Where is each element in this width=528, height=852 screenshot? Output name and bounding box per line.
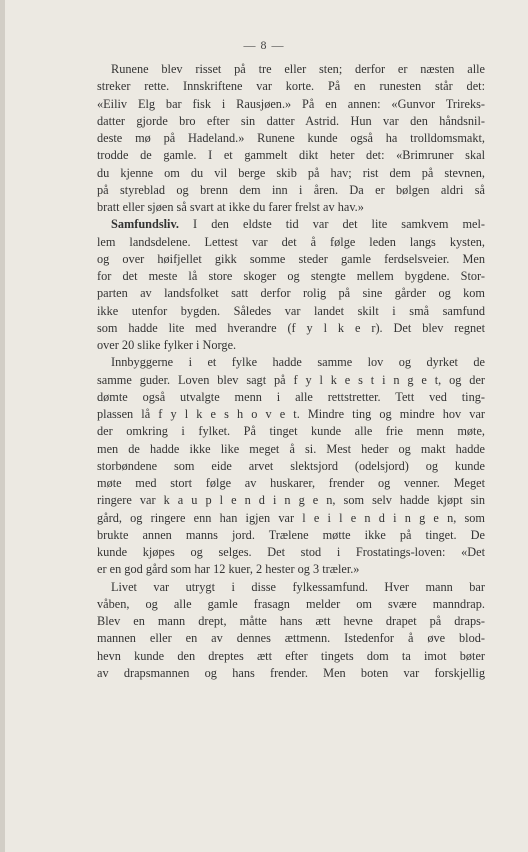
text-line: lem landsdelene. Lettest var det å følge leden langs kysten, [97,234,485,249]
text-line: datter gjorde bro efter sin datter Astrid. Hun var den håndsnil- [97,113,485,128]
heading-line-text: I den eldste tid var det lite samkvem mel- [179,217,485,232]
text-line: på styreblad og brenn dem inn i åren. Da er bølgen aldri så [97,182,485,197]
text-line: «Eiliv Elg bar fisk i Rausjøen.» På en annen: «Gunvor Trireks- [97,96,485,111]
page-number: — 8 — [243,38,285,52]
text-line: kunde kjøpes og selges. Det stod i Frostatings-loven: «Det [97,545,485,559]
text-line: mannen eller en av dennes ættmenn. Istedenfor å øve blod- [97,631,485,646]
text-line: Innbyggerne i et fylke hadde samme lov og dyrket de [111,355,485,370]
text-line: hevn kunde den dreptes ætt efter tingets dom ta imot bøter [97,648,485,663]
text-line: er en god gård som har 12 kuer, 2 hester og 3 træler.» [97,562,360,577]
text-line: men de hadde ikke like meget å si. Mest heder og makt hadde [97,441,485,456]
section-heading: Samfundsliv. [111,217,180,232]
text-line: streker rette. Innskriftene var korte. På en runesten står det: [97,79,485,94]
text-line: bratt eller sjøen så svart at ikke du farer frelst av hav.» [97,200,364,214]
text-line: av drapsmannen og hans frender. Men boten var forskjellig [97,665,485,680]
text-line: storbøndene som eide arvet slektsjord (odelsjord) og kunde [97,458,485,473]
text-line: for det meste lå store skoger og stengte mellem bygdene. Stor- [97,269,485,283]
text-line: du kjenne om du vil berge skib på hav; rist dem på stevnen, [97,165,485,180]
text-line: dømte også utvalgte menn i alle rettstretter. Tett ved ting- [97,389,485,404]
page-edge-shadow [0,0,5,852]
body-text [97,61,485,682]
paragraph-samfundsliv [97,216,485,354]
text-line: Runene blev risset på tre eller sten; derfor er næsten alle [111,62,485,76]
text-line: deste mø på Hadeland.» Runene kunde også ha trolldomsmakt, [97,131,485,145]
text-line: brukte annen manns jord. Trælene møtte ikke på tinget. De [97,527,485,542]
paragraph-livet [97,579,485,683]
text-line: Blev en mann drept, måtte hans ætt hevne drapet på draps- [97,614,485,628]
text-line: trodde de gamle. I et gammelt dikt heter det: «Brimruner skal [97,148,485,163]
text-line [97,216,485,233]
paragraph-runes [97,61,485,216]
text-line: ikke utenfor bygden. Således var landet skilt i små samfund [97,303,485,318]
text-line: som hadde lite med hverandre (f y l k e r). Det blev regnet [97,320,485,335]
text-line: møte med stort følge av huskarer, frender og venner. Meget [97,476,485,490]
text-line: ringere var k a u p l e n d i n g e n, som selv hadde kjøpt sin [97,493,485,508]
text-line: samme guder. Loven blev sagt på f y l k e s t i n g e t, og der [97,372,485,387]
text-line: plassen lå f y l k e s h o v e t. Mindre ting og mindre hov var [97,407,485,421]
text-line: der omkring i fylket. På tinget kunde alle frie menn møte, [97,424,485,439]
text-line: våben, og alle gamle frasagn melder om svære manndrap. [97,596,485,611]
text-line: og over høifjellet gikk somme steder gamle ferdselsveier. Men [97,251,485,266]
text-line: Livet var utrygt i disse fylkessamfund. Hver mann bar [111,579,485,594]
paragraph-innbyggerne [97,354,485,578]
text-line: parten av landsfolket satt derfor rolig på sine gårder og kom [97,286,485,301]
text-line: gård, og ringere enn han igjen var l e i l e n d i n g e n, som [97,510,485,525]
text-line: over 20 slike fylker i Norge. [97,338,237,352]
